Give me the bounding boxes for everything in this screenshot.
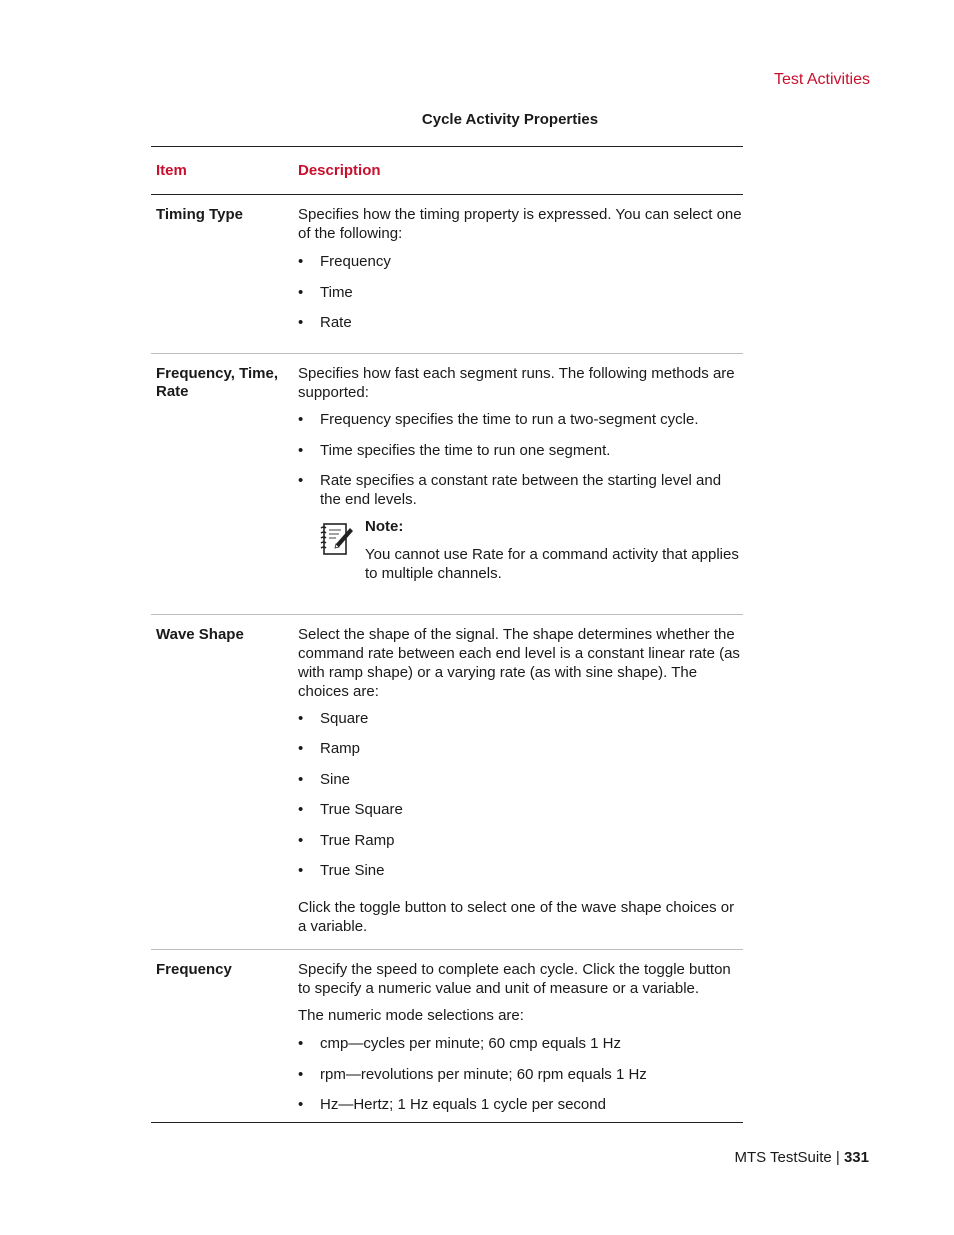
description-text: Specify the speed to complete each cycle. Click the toggle button to specify a numeric value and unit of measure or a variable. bbox=[298, 961, 731, 997]
description-text: Specifies how the timing property is expressed. You can select one of the following: bbox=[298, 206, 742, 242]
column-header-item: Item bbox=[156, 162, 187, 179]
note-text: You cannot use Rate for a command activity that applies to multiple channels. bbox=[365, 546, 739, 582]
page-footer bbox=[734, 1148, 869, 1167]
description-text: Specifies how fast each segment runs. The following methods are supported: bbox=[298, 365, 735, 401]
row-item-label: Frequency, Time, Rate bbox=[156, 365, 278, 400]
note-title: Note: bbox=[365, 518, 404, 535]
table-row-frequency: Frequency Specify the speed to complete each cycle. Click the toggle button to specify a numeric value and unit of measure or a variable. The numeric mode selections are: • cmp—cycles per minute; 60 cmp equals 1 Hz • rpm—revolutions per minute; 60 rpm equals 1 Hz • Hz—Hertz; 1 Hz equals 1 cycle per second bbox=[151, 950, 743, 1123]
row-item-label: Wave Shape bbox=[156, 626, 244, 643]
row-item-label: Timing Type bbox=[156, 206, 243, 223]
note-pad-pencil-icon bbox=[320, 521, 354, 557]
description-text: Click the toggle button to select one of the wave shape choices or a variable. bbox=[298, 899, 735, 935]
properties-table bbox=[151, 146, 743, 1123]
table-header-row bbox=[151, 146, 743, 195]
description-text: Select the shape of the signal. The shape determines whether the command rate between each end level is a constant linear rate (as with ramp shape) or a varying rate (as with sine shape). The choices are: bbox=[298, 626, 740, 700]
section-header-link[interactable]: Test Activities bbox=[773, 71, 870, 88]
table-row-frequency-time-rate: Frequency, Time, Rate Specifies how fast each segment runs. The following methods are supported: • Frequency specifies the time to run a two-segment cycle. • Time specifies the time to run one segment. • Rate specifies a constant rate between the starting level and the end levels. Note: You cannot use Rate for a command activity that applies to multiple channels. bbox=[151, 354, 743, 615]
table-row-timing-type: Timing Type Specifies how the timing property is expressed. You can select one of the following: • Frequency • Time • Rate bbox=[151, 195, 743, 354]
page-number: 331 bbox=[843, 1149, 869, 1166]
description-text: The numeric mode selections are: bbox=[298, 1007, 524, 1024]
table-row-wave-shape: Wave Shape Select the shape of the signal. The shape determines whether the command rate between each end level is a constant linear rate (as with ramp shape) or a varying rate (as with sine shape). The choices are: • Square • Ramp • Sine • True Square • True Ramp • True Sine Click the toggle button to select one of the wave shape choices or a variable. bbox=[151, 615, 743, 950]
column-header-description: Description bbox=[298, 162, 381, 179]
footer-product: MTS TestSuite | bbox=[734, 1149, 840, 1166]
row-item-label: Frequency bbox=[156, 961, 232, 978]
table-title: Cycle Activity Properties bbox=[421, 111, 599, 128]
